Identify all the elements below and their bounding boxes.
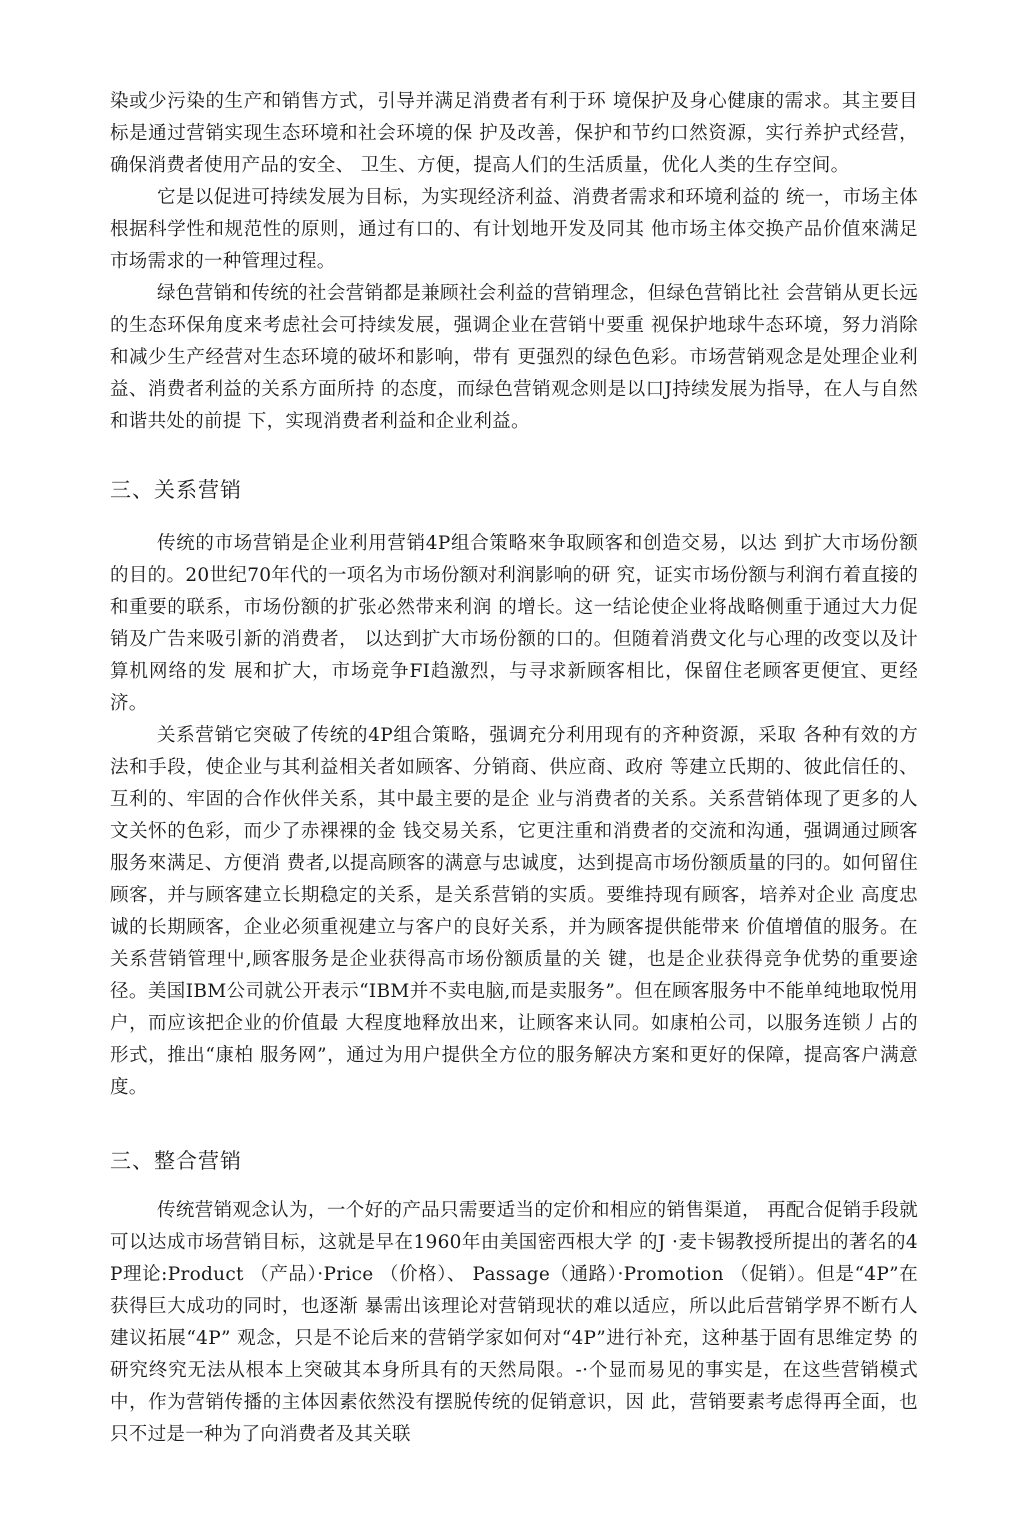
integrated-marketing-section <box>110 1145 918 1451</box>
section-heading: 三、关系营销 <box>110 478 242 502</box>
body-paragraph: 染或少污染的生产和销售方式，引导并满足消费者有利于环 境保护及身心健康的需求。其主要目标是通过营销实现生态环境和社会环境的保 护及改善，保护和节约口然资源，实行养护式经营，确保消费者使用产品的安全、 卫生、方便，提高人们的生活质量，优化人类的生存空间。 <box>110 91 918 176</box>
body-paragraph: 绿色营销和传统的社会营销都是兼顾社会利益的营销理念，但绿色营销比社 会营销从更长远的生态环保角度来考虑社会可持续发展，强调企业在营销屮要重 视保护地球牛态环境，努力消除和减少生产经营对生态环境的破坏和影响，带有 更强烈的绿色色彩。市场营销观念是处理企业利益、消费者利益的关系方面所持 的态度，而绿色营销观念则是以口J持续发展为指导，在人与自然和谐共处的前提 下，实现消费者利益和企业利益。 <box>110 283 918 432</box>
document-page <box>110 86 918 1451</box>
section-heading: 三、整合营销 <box>110 1149 242 1173</box>
body-paragraph: 传统的市场营销是企业利用营销4P组合策略來争取顾客和创造交易，以达 到扩大市场份额的目的。20世纪70年代的一项名为市场份额对利润影响的研 究，证实市场份额与利润冇着直接的和重要的联系，市场份额的扩张必然带来利润 的增长。这一结论使企业将战略侧重于通过大力促销及广告来吸引新的消费者， 以达到扩大市场份额的口的。但随着消费文化与心理的改变以及计算机网络的发 展和扩大，市场竞争FI趋激烈，与寻求新顾客相比，保留住老顾客更便宜、更经济。 <box>110 533 918 714</box>
body-paragraph: 关系营销它突破了传统的4P组合策略，强调充分利用现有的齐种资源，采取 各种有效的方法和手段，使企业与其利益相关者如顾客、分销商、供应商、政府 等建立氏期的、彼此信任的、互利的、牢固的合作伙伴关系，其中最主要的是企 业与消费者的关系。关系营销体现了更多的人文关怀的色彩，而少了赤裸裸的金 钱交易关系，它更注重和消费者的交流和沟通，强调通过顾客服务來满足、方便消 费者,以提高顾客的满意与忠诚度，达到提高市场份额质量的冃的。如何留住顾客，并与顾客建立长期稳定的关系，是关系营销的实质。要维持现有顾客，培养对企业 高度忠诚的长期顾客，企业必须重视建立与客户的良好关系，并为顾客提供能带来 价值增值的服务。在关系营销管理屮,顾客服务是企业获得高市场份额质量的关 键，也是企业获得竞争优势的重要途径。美国IBM公司就公开表示“IBM并不卖电脑,而是卖服务”。但在顾客服务中不能单纯地取悦用户，而应该把企业的价值最 大程度地释放出来，让顾客来认同。如康柏公司，以服务连锁丿占的形式，推出“康柏 服务网”，通过为用户提供全方位的服务解决方案和更好的保障，提高客户满意度。 <box>110 725 918 1098</box>
body-paragraph: 它是以促进可持续发展为目标，为实现经济利益、消费者需求和环境利益的 统一，市场主体根据科学性和规范性的原则，通过有口的、有计划地开发及同其 他市场主体交换产品价值來满足市场需求的一种管理过程。 <box>110 187 918 272</box>
body-paragraph: 传统营销观念认为，一个好的产品只需要适当的定价和相应的销售渠道， 再配合促销手段就可以达成市场营销目标，这就是早在1960年由美国密西根大学 的J ·麦卡锡教授所提出的著名的4P理论:Product （产品）·Price （价格）、 Passage（通路）·Promotion （促销）。但是“4P”在获得巨大成功的同时，也逐渐 暴需出该理论对营销现状的难以适应，所以此后营销学界不断冇人建议拓展“4P” 观念，只是不论后来的营销学家如何对“4P”进行补充，这种基于固有思维定势 的研究终究无法从根本上突破其本身所具有的天然局限。-·个显而易见的事实是，在这些营销模式中，作为营销传播的主体因素依然没有摆脱传统的促销意识，因 此，营销要素考虑得再全面，也只不过是一种为了向消费者及其关联 <box>110 1200 918 1445</box>
relationship-marketing-section <box>110 474 918 1104</box>
intro-section <box>110 86 918 438</box>
